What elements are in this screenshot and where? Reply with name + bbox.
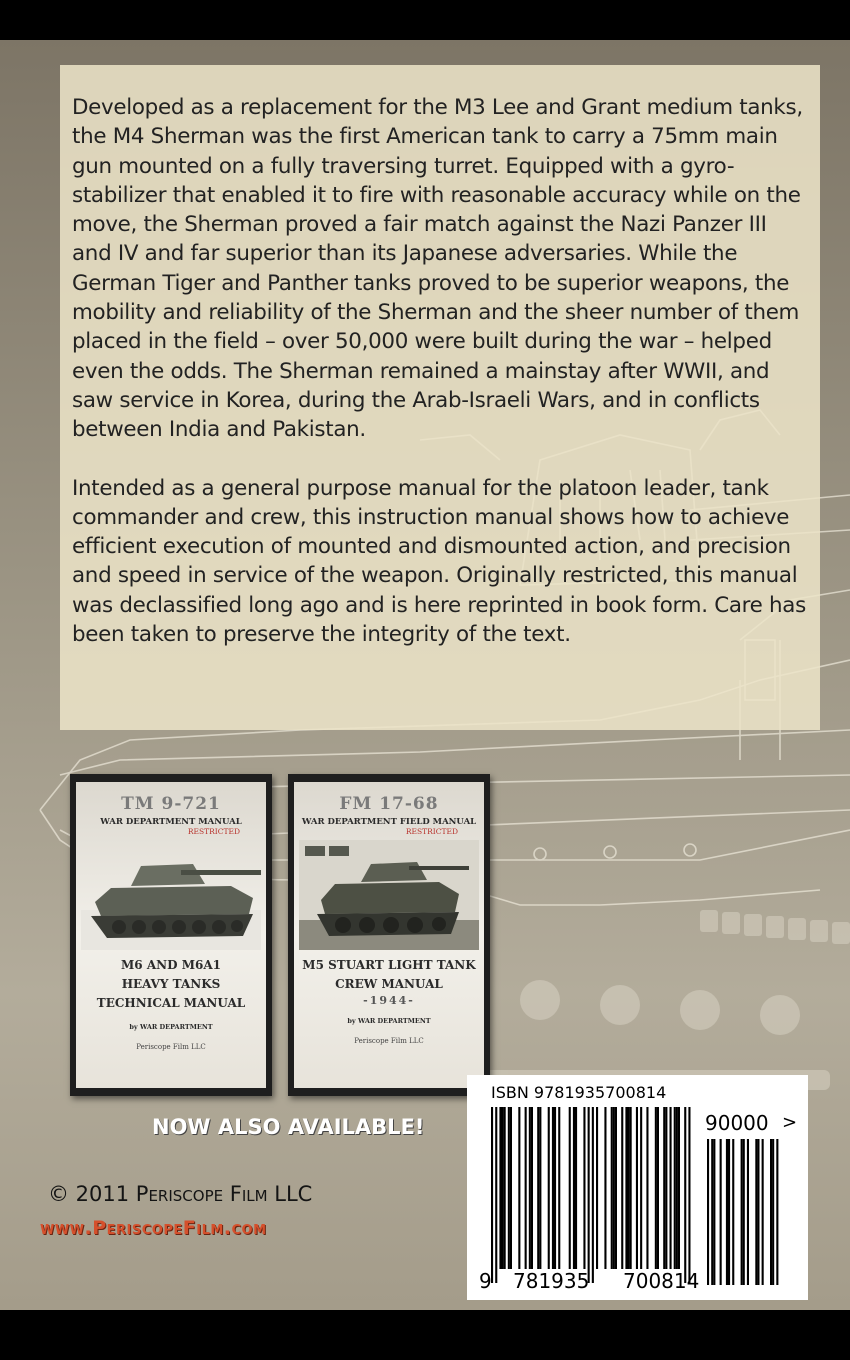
barcode-bar xyxy=(508,1107,510,1269)
barcode-bar xyxy=(636,1107,638,1269)
book-title xyxy=(294,956,484,994)
barcode-bar xyxy=(665,1107,667,1269)
book-author: by WAR DEPARTMENT xyxy=(129,1023,213,1031)
barcode-digits-right: 700814 xyxy=(623,1269,700,1293)
description-panel xyxy=(60,65,820,730)
barcode-bar xyxy=(604,1107,606,1269)
price-addon-bar xyxy=(762,1139,764,1285)
heavy-tank-photo xyxy=(81,840,261,950)
price-addon-bar xyxy=(707,1139,709,1285)
barcode-bar xyxy=(630,1107,632,1269)
barcode-bar xyxy=(558,1107,560,1269)
barcode-bar xyxy=(688,1107,690,1283)
price-addon-bar xyxy=(711,1139,713,1285)
book-cover-fm-17-68 xyxy=(288,774,490,1096)
barcode-bar xyxy=(575,1107,577,1269)
price-addon-bar xyxy=(747,1139,749,1285)
barcode-bar xyxy=(674,1107,676,1269)
barcode-bar xyxy=(502,1107,504,1269)
barcode-bar xyxy=(569,1107,571,1269)
copyright-notice: © 2011 Periscope Film LLC xyxy=(48,1182,313,1206)
price-code: 90000 xyxy=(705,1111,769,1135)
barcode-bar xyxy=(552,1107,554,1269)
book-author: by WAR DEPARTMENT xyxy=(347,1017,431,1025)
barcode-bar xyxy=(525,1107,527,1269)
barcode-bar xyxy=(655,1107,657,1269)
barcode-bar xyxy=(573,1107,575,1269)
barcode-bar xyxy=(495,1107,497,1283)
barcode-bar xyxy=(678,1107,680,1269)
now-available-heading: NOW ALSO AVAILABLE! xyxy=(152,1115,425,1139)
price-addon-bar xyxy=(728,1139,730,1285)
price-addon-bar xyxy=(757,1139,759,1285)
barcode-bar xyxy=(499,1107,501,1269)
barcode-bar xyxy=(646,1107,648,1269)
website-link[interactable]: www.PeriscopeFilm.com xyxy=(40,1217,267,1239)
barcode-bar xyxy=(628,1107,630,1269)
barcode-bar xyxy=(529,1107,531,1269)
light-tank-photo xyxy=(299,840,479,950)
barcode-bar xyxy=(554,1107,556,1269)
barcode-bar xyxy=(510,1107,512,1269)
barcode-bar xyxy=(684,1107,686,1283)
restricted-stamp: RESTRICTED xyxy=(187,827,240,836)
price-addon-bar xyxy=(755,1139,757,1285)
price-addon-bar xyxy=(741,1139,743,1285)
book-publisher: Periscope Film LLC xyxy=(136,1043,206,1051)
isbn-label: ISBN 9781935700814 xyxy=(491,1083,667,1102)
barcode-bar xyxy=(676,1107,678,1269)
barcode-bar xyxy=(539,1107,541,1269)
price-addon-bar xyxy=(732,1139,734,1285)
book-department: WAR DEPARTMENT FIELD MANUAL xyxy=(301,817,477,827)
barcode-bar xyxy=(596,1107,598,1269)
book-title-line: M5 STUART LIGHT TANK xyxy=(302,958,476,972)
price-addon-bar xyxy=(776,1139,778,1285)
barcode-bar xyxy=(491,1107,493,1283)
description-paragraph-2: Intended as a general purpose manual for the platoon leader, tank commander and crew, this instruction manual shows how to achieve efficient execution of mounted and dismounted action, and precision and speed in service of the weapon. Originally restricted, this manual was declassified long ago and is here reprinted in book form. Care has been taken to preserve the integrity of the text. xyxy=(72,475,806,648)
barcode-bar xyxy=(592,1107,594,1283)
book-title-line: TECHNICAL MANUAL xyxy=(96,996,246,1010)
barcode-bar xyxy=(621,1107,623,1269)
price-arrow: > xyxy=(782,1112,798,1133)
price-addon-bar xyxy=(726,1139,728,1285)
book-code: FM 17-68 xyxy=(339,794,439,814)
price-addon-bar xyxy=(772,1139,774,1285)
barcode-bar xyxy=(537,1107,539,1269)
barcode-digit-first: 9 xyxy=(479,1269,492,1293)
barcode-bar xyxy=(504,1107,506,1269)
barcode-bar xyxy=(531,1107,533,1269)
book-cover-tm-9-721 xyxy=(70,774,272,1096)
book-department: WAR DEPARTMENT MANUAL xyxy=(100,817,242,827)
barcode-bar xyxy=(625,1107,627,1269)
price-addon-bar xyxy=(720,1139,722,1285)
book-title-line: CREW MANUAL xyxy=(335,977,443,991)
barcode-bar xyxy=(548,1107,550,1269)
price-addon-bar xyxy=(713,1139,715,1285)
description-paragraph-1: Developed as a replacement for the M3 Lee and Grant medium tanks, the M4 Sherman was the first American tank to carry a 75mm main gun mounted on a fully traversing turret. Equipped with a gyro-stabilizer that enabled it to fire with reasonable accuracy while on the move, the Sherman proved a fair match against the Nazi Panzer III and IV and far superior than its Japanese adversaries. While the German Tiger and Panther tanks proved to be superior weapons, the mobility and reliability of the Sherman and the sheer number of them placed in the field – over 50,000 were built during the war – helped even the odds. The Sherman remained a mainstay after WWII, and saw service in Korea, during the Arab-Israeli Wars, and in conflicts between India and Pakistan. xyxy=(72,95,803,443)
restricted-stamp: RESTRICTED xyxy=(405,827,458,836)
book-title xyxy=(76,956,266,1013)
book-year: -1944- xyxy=(363,994,415,1007)
price-addon-bar xyxy=(743,1139,745,1285)
isbn-barcode xyxy=(467,1075,808,1300)
barcode-bar xyxy=(583,1107,585,1269)
barcode-bar xyxy=(657,1107,659,1269)
barcode-bar xyxy=(588,1107,590,1283)
book-code: TM 9-721 xyxy=(121,794,221,814)
barcode-bar xyxy=(518,1107,520,1269)
book-title-line: M6 AND M6A1 xyxy=(121,958,221,972)
price-addon-bar xyxy=(770,1139,772,1285)
barcode-bars xyxy=(467,1075,808,1300)
book-title-line: HEAVY TANKS xyxy=(121,977,221,991)
barcode-bar xyxy=(611,1107,613,1269)
barcode-bar xyxy=(670,1107,672,1269)
barcode-bar xyxy=(613,1107,615,1269)
book-publisher: Periscope Film LLC xyxy=(354,1037,424,1045)
barcode-digits-left: 781935 xyxy=(513,1269,590,1293)
barcode-bar xyxy=(615,1107,617,1269)
barcode-bar xyxy=(640,1107,642,1269)
barcode-bar xyxy=(663,1107,665,1269)
